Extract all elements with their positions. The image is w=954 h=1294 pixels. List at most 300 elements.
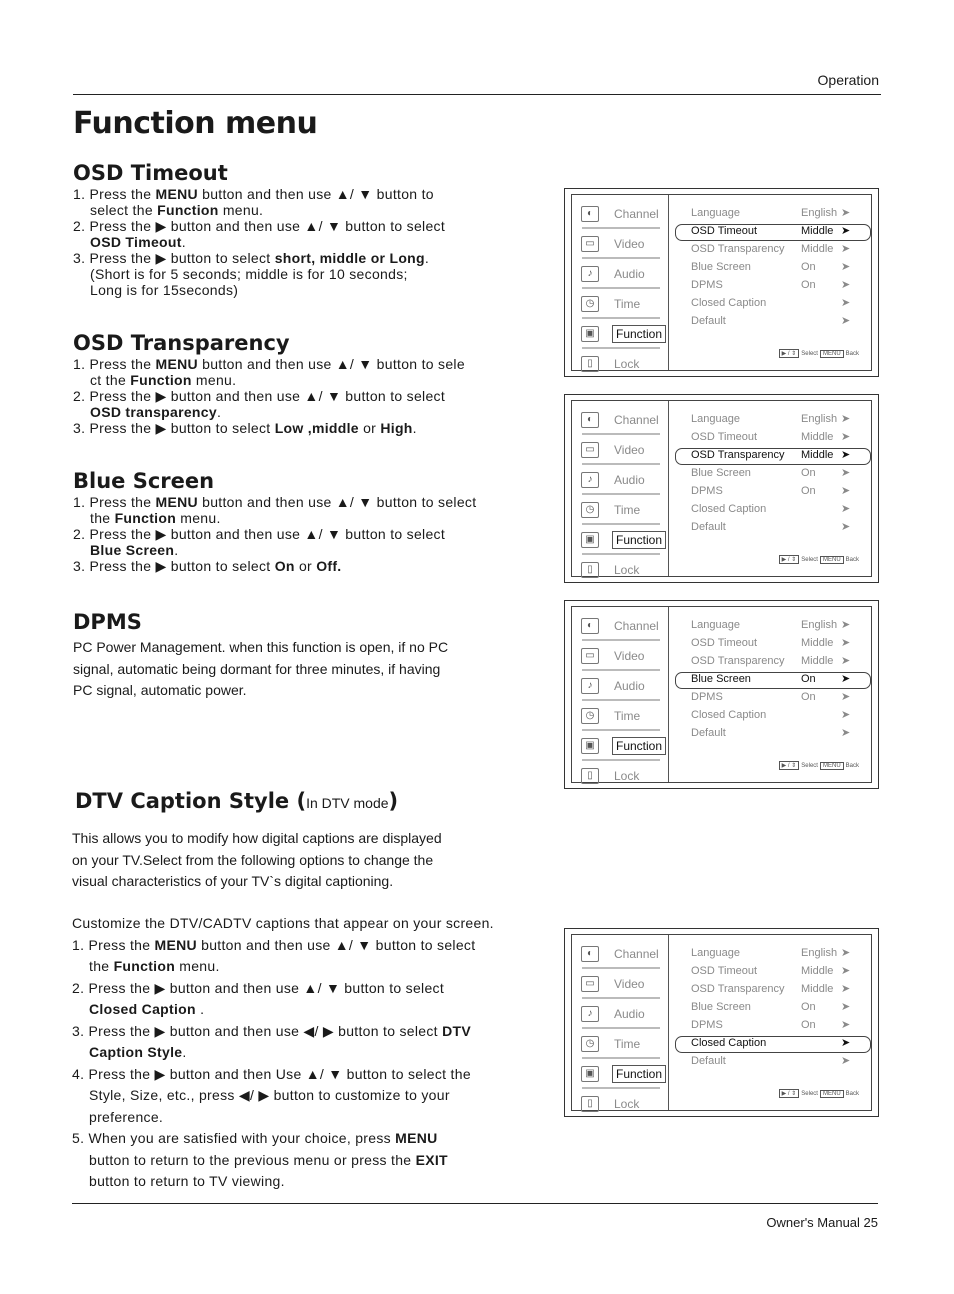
osd-sidebar-label: Lock (614, 563, 640, 577)
back-hint: Back (845, 763, 859, 769)
osd-sidebar-label: Audio (614, 267, 645, 281)
dpms-line: PC signal, automatic power. (73, 682, 247, 698)
step-line (73, 250, 445, 266)
dpms-line: signal, automatic being dormant for three minutes, if having (73, 660, 441, 677)
osd-menu-row[interactable] (675, 1036, 871, 1053)
osd-sidebar-label: Channel (614, 207, 659, 221)
osd-sidebar (572, 607, 668, 782)
osd-sidebar-label: Video (614, 237, 645, 251)
osd-menu-item-name: Default (691, 315, 726, 327)
function-icon: ▣ (581, 326, 599, 342)
bold-text: On (274, 558, 295, 574)
channel-icon: ◐ (581, 946, 599, 962)
step-text: . (216, 404, 222, 420)
bold-text: MENU (395, 1130, 438, 1146)
menu-key-icon: MENU (820, 350, 844, 358)
arrow-right-icon: ➤ (841, 503, 851, 515)
osd-menu-item-name: Language (691, 413, 740, 425)
step-text: Style, Size, etc., press ◀/ ▶ button to customize to your (89, 1087, 450, 1103)
step-text: 2. Press the ▶ button and then use ▲/ ▼ button to select (73, 526, 446, 542)
step-line (73, 202, 445, 218)
osd-footer-hint (777, 555, 859, 564)
lock-icon: ▯ (581, 356, 599, 372)
osd-menu-row[interactable] (675, 636, 869, 651)
step-text: 2. Press the ▶ button and then use ▲/ ▼ button to select (72, 979, 445, 996)
step-line (73, 282, 445, 298)
bold-text: short, middle or Long (274, 250, 425, 266)
osd-sidebar-item-lock[interactable] (572, 1089, 666, 1119)
step-line (72, 1128, 494, 1150)
arrow-right-icon: ➤ (841, 485, 851, 497)
osd-sidebar-label: Video (614, 649, 645, 663)
osd-sidebar-item-time[interactable] (572, 701, 666, 731)
step-line (73, 218, 445, 234)
select-keys-icon: ▶ / ⇕ (779, 1089, 800, 1098)
step-line (72, 999, 494, 1021)
osd-menu-row[interactable] (675, 964, 869, 979)
arrow-right-icon: ➤ (841, 261, 851, 273)
step-line (73, 234, 445, 250)
video-icon: ▭ (581, 648, 599, 664)
osd-sidebar-item-audio[interactable] (572, 671, 666, 701)
osd-sidebar-label: Lock (614, 769, 640, 783)
osd-menu-row[interactable] (675, 654, 869, 669)
step-text: button and then use ▲/ ▼ button to (197, 186, 434, 202)
osd-transparency-steps (73, 356, 465, 436)
blue-screen-steps (73, 494, 476, 574)
step-text: 1. Press the (73, 186, 156, 202)
step-line (73, 404, 465, 420)
arrow-right-icon: ➤ (841, 1037, 851, 1049)
osd-panel-blue-screen (564, 600, 879, 789)
osd-menu-item-name: Language (691, 947, 740, 959)
step-line (73, 388, 465, 404)
osd-menu-row[interactable] (675, 260, 869, 275)
lock-icon: ▯ (581, 768, 599, 784)
step-line (73, 558, 476, 574)
osd-sidebar-item-audio[interactable] (572, 259, 666, 289)
step-text: 1. Press the (72, 936, 155, 953)
osd-menu-row[interactable] (675, 1018, 869, 1033)
step-line (73, 420, 465, 436)
arrow-right-icon: ➤ (841, 243, 851, 255)
bold-text: MENU (155, 186, 198, 202)
arrow-right-icon: ➤ (841, 965, 851, 977)
bold-text: Function (114, 510, 177, 526)
osd-sidebar-item-lock[interactable] (572, 349, 666, 379)
step-line (73, 526, 476, 542)
step-text: . (424, 250, 430, 266)
video-icon: ▭ (581, 442, 599, 458)
step-line (72, 913, 494, 935)
osd-menu-row[interactable] (675, 726, 869, 741)
osd-function-list (668, 401, 871, 576)
step-line (73, 510, 476, 526)
intro-line: visual characteristics of your TV`s digital captioning. (72, 873, 394, 889)
osd-menu-item-name: Closed Caption (691, 1037, 767, 1049)
osd-menu-row[interactable] (675, 708, 869, 723)
osd-sidebar-label: Video (614, 443, 645, 457)
step-text: 3. Press the ▶ button to select (73, 558, 275, 574)
function-icon: ▣ (581, 532, 599, 548)
osd-sidebar-item-audio[interactable] (572, 465, 666, 495)
step-text: 1. Press the (73, 356, 156, 372)
back-hint: Back (845, 557, 859, 563)
dtv-caption-heading-main: DTV Caption Style ( (75, 789, 307, 813)
osd-menu-item-name: Closed Caption (691, 503, 767, 515)
osd-menu-row[interactable] (675, 618, 869, 633)
osd-sidebar-item-function[interactable] (572, 731, 666, 761)
osd-menu-item-name: OSD Timeout (691, 225, 758, 237)
step-line (72, 1085, 494, 1107)
osd-menu-item-value: English (801, 207, 838, 219)
osd-sidebar-item-video[interactable] (572, 969, 666, 999)
osd-menu-item-value: Middle (801, 225, 834, 237)
osd-menu-item-value: Middle (801, 965, 834, 977)
osd-menu-item-value: On (801, 279, 816, 291)
osd-sidebar-item-lock[interactable] (572, 555, 666, 585)
step-text: 3. Press the ▶ button to select (73, 250, 275, 266)
step-line (73, 266, 445, 282)
select-hint: Select (801, 557, 818, 563)
osd-menu-row[interactable] (675, 466, 869, 481)
osd-sidebar-item-lock[interactable] (572, 761, 666, 791)
osd-sidebar-item-channel[interactable] (572, 939, 666, 969)
arrow-right-icon: ➤ (841, 315, 851, 327)
step-line (72, 935, 494, 957)
osd-footer-hint (777, 761, 859, 770)
dtv-caption-heading-mode: In DTV mode (306, 795, 389, 811)
osd-sidebar (572, 935, 668, 1110)
osd-window (571, 934, 872, 1111)
intro-line: This allows you to modify how digital captions are displayed (72, 830, 442, 846)
video-icon: ▭ (581, 236, 599, 252)
select-keys-icon: ▶ / ⇕ (779, 761, 800, 770)
osd-menu-row[interactable] (675, 242, 869, 257)
arrow-right-icon: ➤ (841, 279, 851, 291)
page-title: Function menu (73, 106, 318, 141)
osd-menu-row[interactable] (675, 206, 869, 221)
arrow-right-icon: ➤ (841, 297, 851, 309)
bold-text: OSD transparency (90, 404, 217, 420)
osd-menu-item-value: Middle (801, 449, 834, 461)
time-icon: ◷ (581, 502, 599, 518)
select-keys-icon: ▶ / ⇕ (779, 555, 800, 564)
step-line (72, 956, 494, 978)
osd-menu-row[interactable] (675, 314, 869, 329)
osd-menu-row[interactable] (675, 484, 869, 499)
bold-text: Caption Style (89, 1044, 183, 1060)
step-text: menu. (175, 958, 220, 974)
osd-menu-row[interactable] (675, 690, 869, 705)
osd-function-list (668, 195, 871, 370)
step-line (72, 1171, 494, 1193)
function-icon: ▣ (581, 738, 599, 754)
step-text: 5. When you are satisfied with your choice, press (72, 1130, 396, 1146)
arrow-right-icon: ➤ (841, 467, 851, 479)
bold-text: Low ,middle (274, 420, 359, 436)
step-line (72, 1021, 494, 1043)
arrow-right-icon: ➤ (841, 1001, 851, 1013)
step-line (72, 1064, 494, 1086)
osd-menu-item-name: DPMS (691, 691, 723, 703)
osd-panel-closed-caption (564, 928, 879, 1117)
osd-sidebar-label: Function (612, 325, 666, 343)
step-text: . (174, 542, 179, 558)
arrow-right-icon: ➤ (841, 727, 851, 739)
osd-sidebar-label: Audio (614, 679, 645, 693)
step-text: button and then use ▲/ ▼ button to sele (197, 356, 465, 372)
osd-sidebar-label: Video (614, 977, 645, 991)
osd-sidebar-label: Time (614, 297, 641, 311)
step-text: . (181, 234, 186, 250)
osd-menu-item-value: Middle (801, 655, 834, 667)
arrow-right-icon: ➤ (841, 709, 851, 721)
step-text: Long is for 15seconds) (90, 282, 239, 298)
osd-sidebar-label: Lock (614, 357, 640, 371)
osd-sidebar-item-channel[interactable] (572, 199, 666, 229)
lock-icon: ▯ (581, 1096, 599, 1112)
osd-menu-row[interactable] (675, 296, 869, 311)
osd-menu-item-name: Blue Screen (691, 467, 751, 479)
osd-panel-timeout (564, 188, 879, 377)
select-hint: Select (801, 351, 818, 357)
arrow-right-icon: ➤ (841, 449, 851, 461)
osd-menu-row[interactable] (675, 224, 871, 241)
step-text: button to return to the previous menu or press the (89, 1151, 416, 1168)
osd-menu-item-value: On (801, 691, 816, 703)
osd-sidebar-item-function[interactable] (572, 319, 666, 349)
osd-sidebar-item-time[interactable] (572, 495, 666, 525)
step-text: or (358, 420, 381, 436)
step-text: 2. Press the ▶ button and then use ▲/ ▼ button to select (73, 388, 446, 404)
osd-sidebar-item-channel[interactable] (572, 405, 666, 435)
osd-menu-row[interactable] (675, 502, 869, 517)
bold-text: Function (113, 958, 176, 974)
dtv-caption-intro (72, 828, 442, 893)
back-hint: Back (845, 1091, 859, 1097)
osd-menu-row[interactable] (675, 412, 869, 427)
osd-sidebar-item-video[interactable] (572, 435, 666, 465)
step-text: 2. Press the ▶ button and then use ▲/ ▼ button to select (73, 218, 446, 234)
osd-menu-item-value: On (801, 467, 816, 479)
step-text: button to return to TV viewing. (89, 1173, 285, 1189)
step-line (73, 542, 476, 558)
osd-menu-row[interactable] (675, 1054, 869, 1069)
bold-text: Off. (316, 558, 342, 574)
step-text: . (182, 1044, 187, 1060)
osd-sidebar-label: Function (612, 1065, 666, 1083)
page-footer: Owner's Manual 25 (766, 1215, 878, 1230)
step-text: 3. Press the ▶ button and then use ◀/ ▶ button to select (72, 1022, 443, 1039)
dpms-line: PC Power Management. when this function is open, if no PC (73, 639, 449, 655)
arrow-right-icon: ➤ (841, 983, 851, 995)
arrow-right-icon: ➤ (841, 1055, 851, 1067)
audio-icon: ♪ (581, 678, 599, 694)
blue-screen-heading: Blue Screen (73, 469, 215, 493)
osd-menu-item-name: Default (691, 1055, 726, 1067)
osd-menu-item-value: On (801, 673, 816, 685)
step-text: menu. (191, 372, 237, 388)
osd-menu-item-value: On (801, 261, 816, 273)
osd-sidebar-label: Time (614, 709, 641, 723)
time-icon: ◷ (581, 1036, 599, 1052)
osd-menu-item-name: Blue Screen (691, 1001, 751, 1013)
bold-text: MENU (154, 936, 197, 953)
bold-text: Function (157, 202, 219, 218)
osd-sidebar-item-channel[interactable] (572, 611, 666, 641)
channel-icon: ◐ (581, 412, 599, 428)
osd-menu-item-name: OSD Transparency (691, 983, 785, 995)
osd-transparency-heading: OSD Transparency (73, 331, 290, 355)
step-text: Customize the DTV/CADTV captions that appear on your screen. (72, 915, 494, 931)
arrow-right-icon: ➤ (841, 431, 851, 443)
osd-menu-item-value: Middle (801, 431, 834, 443)
osd-sidebar-label: Channel (614, 947, 659, 961)
audio-icon: ♪ (581, 472, 599, 488)
osd-sidebar-label: Channel (614, 619, 659, 633)
osd-menu-row[interactable] (675, 1000, 869, 1015)
osd-sidebar-item-audio[interactable] (572, 999, 666, 1029)
osd-menu-item-name: DPMS (691, 1019, 723, 1031)
osd-timeout-heading: OSD Timeout (73, 161, 228, 185)
bold-text: OSD Timeout (90, 234, 182, 250)
osd-window (571, 400, 872, 577)
osd-menu-item-value: Middle (801, 983, 834, 995)
osd-menu-row[interactable] (675, 520, 869, 535)
step-text: 3. Press the ▶ button to select (73, 420, 275, 436)
bold-text: High (380, 420, 413, 436)
header-section-label: Operation (817, 72, 879, 88)
step-text: . (195, 1001, 205, 1017)
osd-sidebar-label: Time (614, 1037, 641, 1051)
select-hint: Select (801, 763, 818, 769)
osd-sidebar-label: Audio (614, 1007, 645, 1021)
osd-menu-row[interactable] (675, 982, 869, 997)
osd-sidebar-label: Channel (614, 413, 659, 427)
osd-menu-item-value: On (801, 485, 816, 497)
osd-menu-item-value: English (801, 947, 838, 959)
footer-rule (72, 1203, 878, 1204)
osd-menu-item-name: Closed Caption (691, 709, 767, 721)
osd-menu-item-name: Blue Screen (691, 673, 751, 685)
osd-menu-row[interactable] (675, 448, 871, 465)
osd-sidebar-item-video[interactable] (572, 641, 666, 671)
osd-menu-row[interactable] (675, 946, 869, 961)
step-line (73, 494, 476, 510)
osd-sidebar-item-function[interactable] (572, 525, 666, 555)
lock-icon: ▯ (581, 562, 599, 578)
step-text: ct the (90, 372, 131, 388)
intro-line: on your TV.Select from the following options to change the (72, 851, 434, 868)
audio-icon: ♪ (581, 266, 599, 282)
step-text: 4. Press the ▶ button and then Use ▲/ ▼ button to select the (72, 1065, 471, 1082)
osd-sidebar-item-time[interactable] (572, 289, 666, 319)
step-text: or (294, 558, 317, 574)
channel-icon: ◐ (581, 206, 599, 222)
step-text: the (89, 958, 114, 974)
step-text: 1. Press the (73, 494, 156, 510)
osd-sidebar-item-function[interactable] (572, 1059, 666, 1089)
osd-menu-item-name: Language (691, 619, 740, 631)
back-hint: Back (845, 351, 859, 357)
arrow-right-icon: ➤ (841, 619, 851, 631)
step-text: preference. (89, 1108, 164, 1125)
osd-menu-item-name: OSD Transparency (691, 243, 785, 255)
dtv-caption-heading (75, 789, 398, 813)
arrow-right-icon: ➤ (841, 673, 851, 685)
osd-timeout-steps (73, 186, 445, 298)
arrow-right-icon: ➤ (841, 225, 851, 237)
osd-menu-item-value: Middle (801, 243, 834, 255)
osd-footer-hint (777, 1089, 859, 1098)
bold-text: Blue Screen (90, 542, 175, 558)
osd-sidebar-item-video[interactable] (572, 229, 666, 259)
step-line (73, 186, 445, 202)
osd-menu-item-name: OSD Timeout (691, 965, 758, 977)
osd-menu-item-value: Middle (801, 637, 834, 649)
osd-sidebar (572, 195, 668, 370)
select-hint: Select (801, 1091, 818, 1097)
osd-menu-row[interactable] (675, 430, 869, 445)
menu-key-icon: MENU (820, 762, 844, 770)
step-text: . (412, 420, 417, 436)
osd-sidebar-item-time[interactable] (572, 1029, 666, 1059)
osd-menu-row[interactable] (675, 672, 871, 689)
arrow-right-icon: ➤ (841, 655, 851, 667)
bold-text: Closed Caption (89, 1001, 196, 1017)
step-text: button and then use ▲/ ▼ button to select (197, 494, 477, 510)
dtv-caption-steps (72, 913, 494, 1193)
osd-footer-hint (777, 349, 859, 358)
osd-menu-item-value: On (801, 1001, 816, 1013)
step-line (73, 372, 465, 388)
header-rule (73, 94, 881, 95)
time-icon: ◷ (581, 296, 599, 312)
arrow-right-icon: ➤ (841, 637, 851, 649)
osd-window (571, 194, 872, 371)
osd-menu-item-name: OSD Transparency (691, 655, 785, 667)
osd-menu-item-name: OSD Transparency (691, 449, 785, 461)
menu-key-icon: MENU (820, 1090, 844, 1098)
osd-menu-item-name: DPMS (691, 485, 723, 497)
osd-menu-row[interactable] (675, 278, 869, 293)
arrow-right-icon: ➤ (841, 413, 851, 425)
video-icon: ▭ (581, 976, 599, 992)
step-text: select the (90, 202, 158, 218)
osd-sidebar-label: Function (612, 531, 666, 549)
osd-menu-item-name: OSD Timeout (691, 431, 758, 443)
audio-icon: ♪ (581, 1006, 599, 1022)
function-icon: ▣ (581, 1066, 599, 1082)
osd-sidebar-label: Audio (614, 473, 645, 487)
arrow-right-icon: ➤ (841, 691, 851, 703)
osd-sidebar-label: Time (614, 503, 641, 517)
time-icon: ◷ (581, 708, 599, 724)
step-line (72, 1042, 494, 1064)
bold-text: Function (130, 372, 192, 388)
osd-menu-item-name: Language (691, 207, 740, 219)
osd-panel-transparency (564, 394, 879, 583)
bold-text: DTV (442, 1022, 471, 1039)
bold-text: MENU (155, 494, 198, 510)
dtv-caption-heading-close: ) (388, 789, 399, 813)
arrow-right-icon: ➤ (841, 1019, 851, 1031)
step-line (72, 1150, 494, 1172)
arrow-right-icon: ➤ (841, 947, 851, 959)
step-line (72, 1107, 494, 1129)
select-keys-icon: ▶ / ⇕ (779, 349, 800, 358)
